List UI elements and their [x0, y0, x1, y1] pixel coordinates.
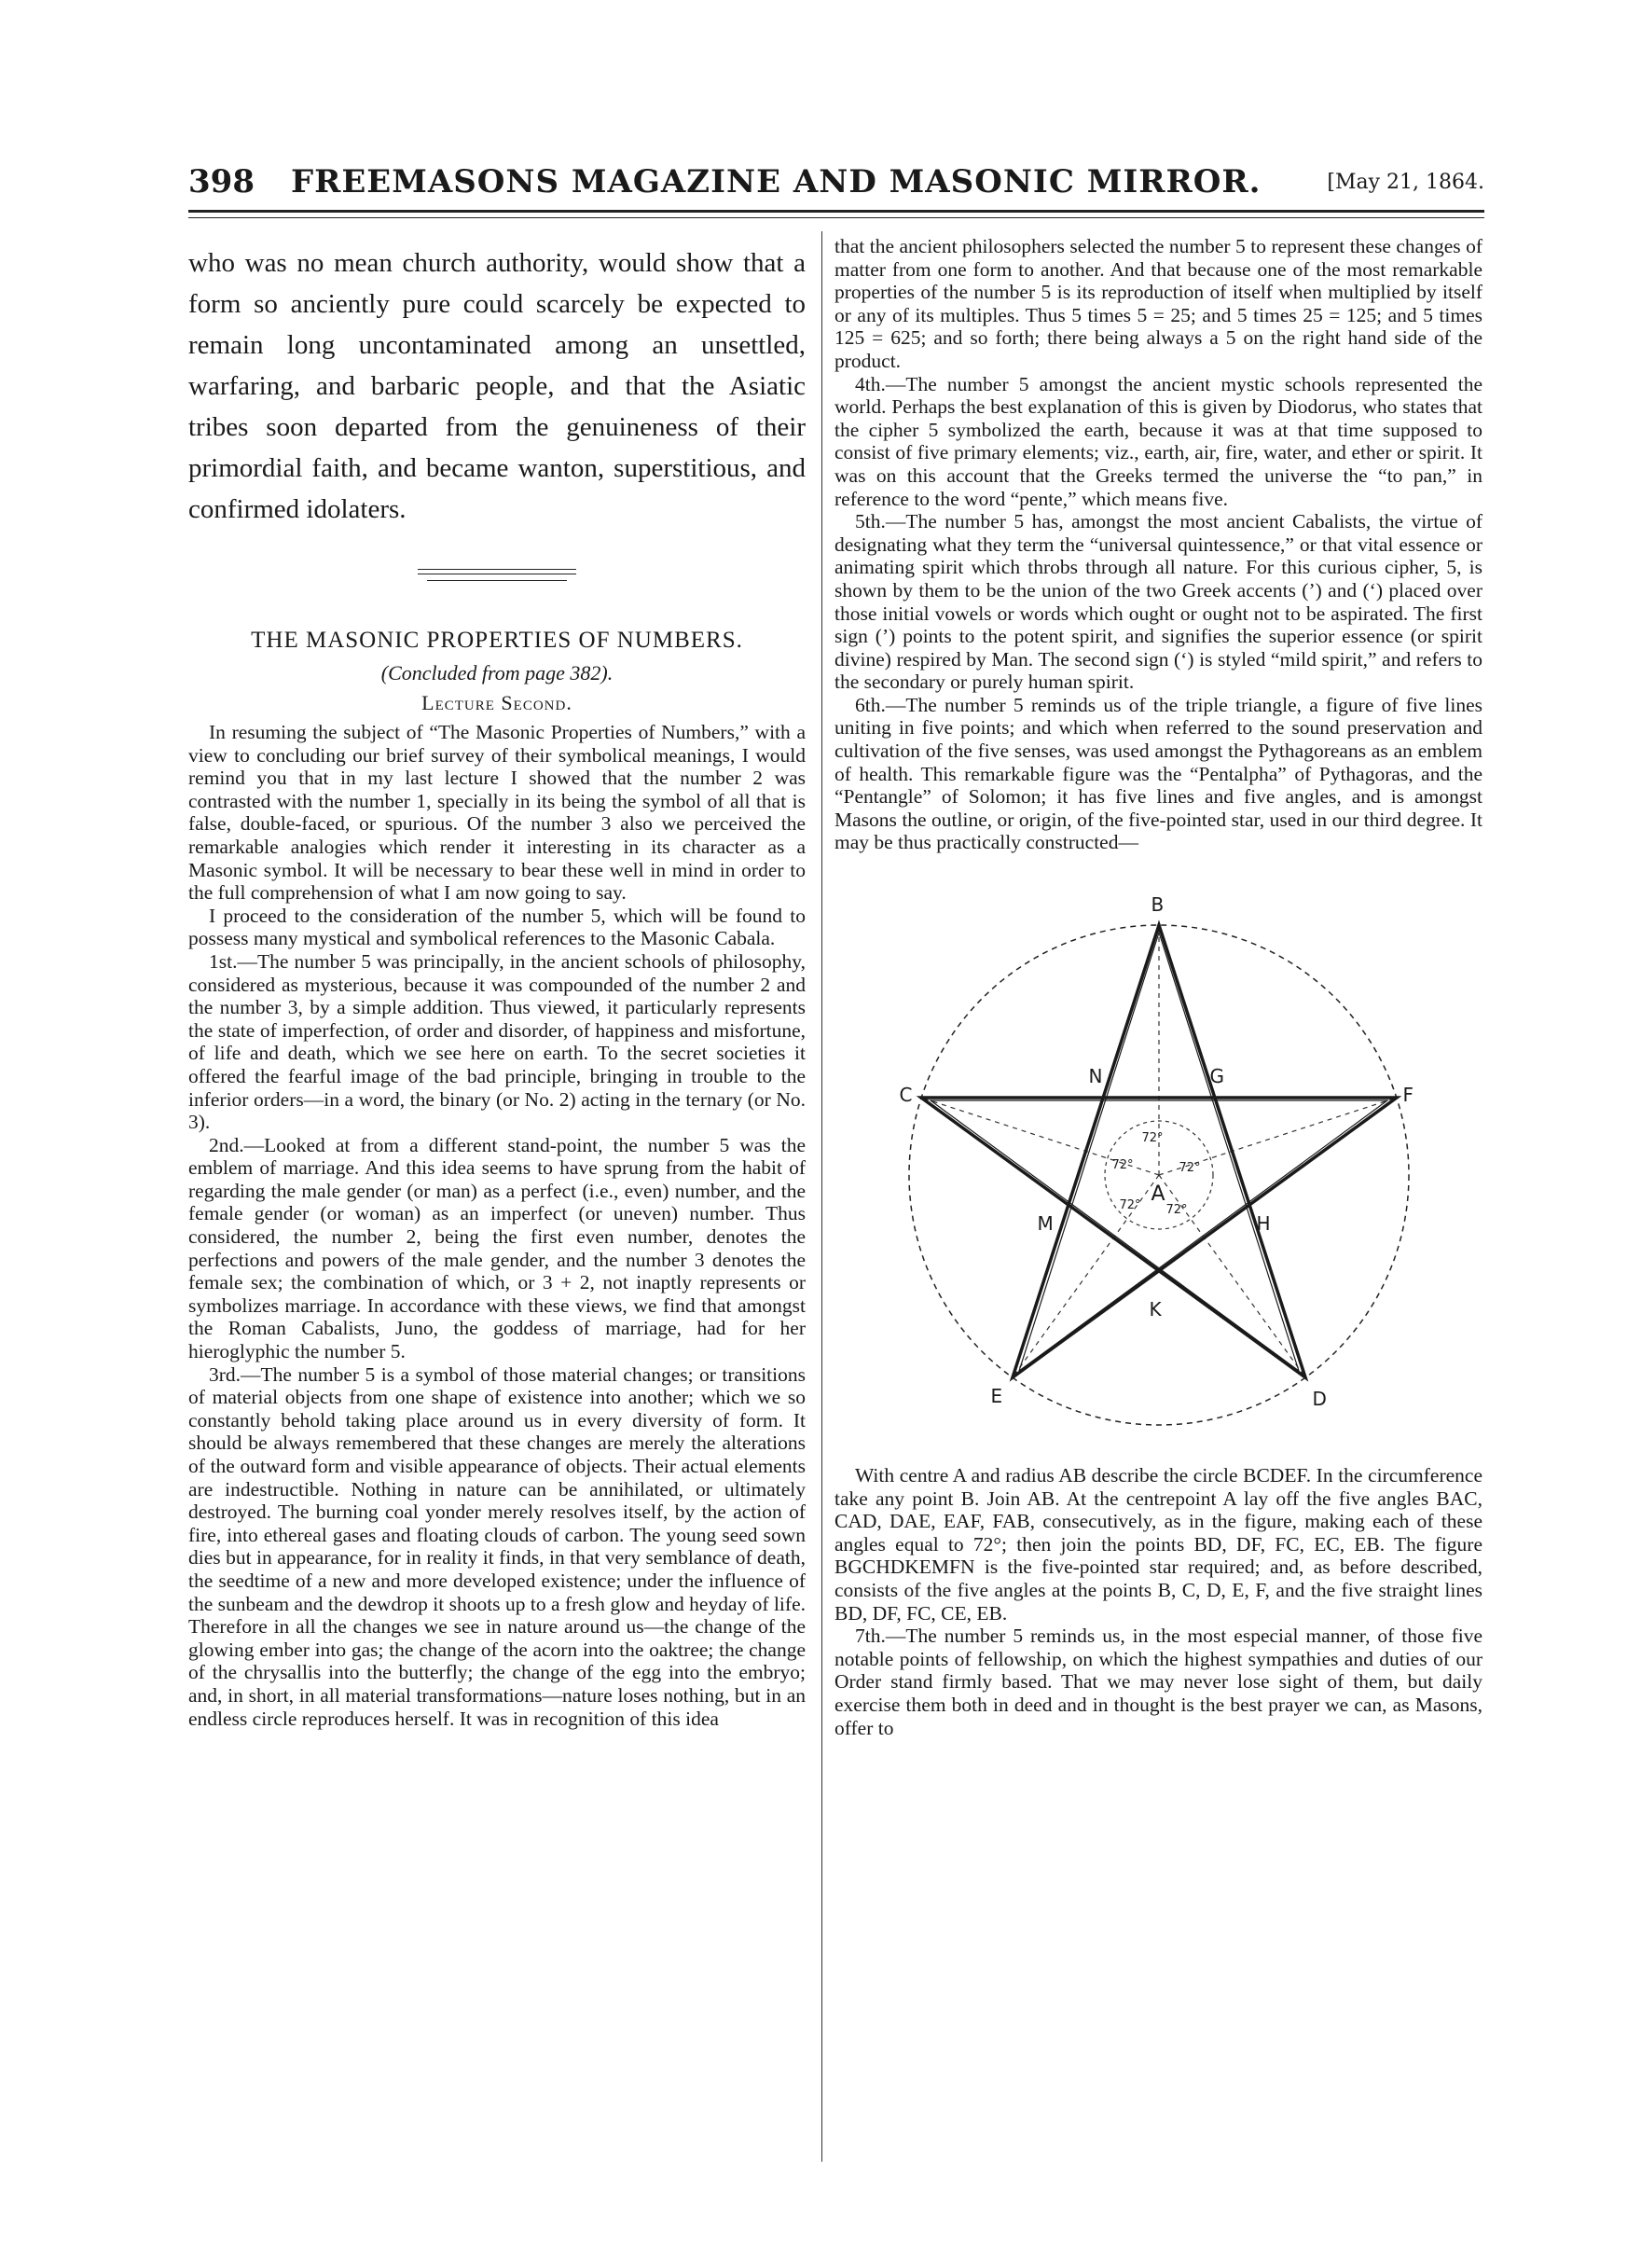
article-title: THE MASONIC PROPERTIES OF NUMBERS.: [251, 628, 743, 653]
label-a: A: [1151, 1182, 1165, 1207]
body-paragraph: 7th.—The number 5 reminds us, in the most especial manner, of those five notable points of fellowship, on which the highest sympathies and duties of our Order stand firmly based. That we may never lose sight of them, but daily exercise them both in deed and in thought is the best prayer we can, as Masons, offer to: [834, 1625, 1482, 1739]
body-paragraph: 3rd.—The number 5 is a symbol of those material changes; or transitions of material objects from one shape of existence into another; which we so constantly behold taking place around us in every diversity of form. It should be always remembered that these changes are merely the alterations of the outward form and visible appearance of objects. Their actual elements are indestructible. Nothing in nature can be annihilated, or ultimately destroyed. The burning coal yonder merely resolves itself, by the action of fire, into ethereal gases and floating clouds of carbon. The young seed sown dies but in appearance, for in reality it finds, in that very semblance of death, the seedtime of a new and more developed existence; under the influence of the sunbeam and the dewdrop it shoots up to a fresh glow and heyday of life. Therefore in all the changes we see in nature around us—the change of the glowing ember into gas; the change of the acorn into the oaktree; the change of the chrysallis into the butterfly; the change of the egg into the embryo; and, in short, in all material transformations—nature loses nothing, but in an endless circle reproduces herself. It was in recognition of this idea: [188, 1362, 806, 1730]
section-separator-thin: [427, 580, 567, 581]
section-separator: [418, 569, 576, 574]
header-rule-thin: [188, 217, 1484, 218]
body-paragraph: 1st.—The number 5 was principally, in the ancient schools of philosophy, considered as mysterious, because it was compounded of the number 2 and the number 3, by a simple addition. Thus viewed, it particularly represents the state of imperfection, of order and disorder, of happiness and misfortune, of life and death, which we see here on earth. To the secret societies it offered the fearful image of the bad principle, bringing in trouble to the inferior orders—in a word, the binary (or No. 2) acting in the ternary (or No. 3).: [188, 949, 806, 1134]
body-paragraph: With centre A and radius AB describe the circle BCDEF. In the circumference take any point B. Join AB. At the centrepoint A lay off the five angles BAC, CAD, DAE, EAF, FAB, consecutively, as in the figure, making each of these angles equal to 72°; then join the points BD, DF, FC, EC, EB. The figure BGCHDKEMFN is the five-pointed star required; and, as before described, consists of the five angles at the points B, C, D, E, F, and the five straight lines BD, DF, FC, CE, EB.: [834, 1464, 1482, 1625]
label-g: G: [1209, 1065, 1224, 1088]
label-n: N: [1088, 1065, 1103, 1088]
label-e: E: [990, 1385, 1003, 1408]
left-column: [188, 235, 806, 1730]
body-paragraph: 5th.—The number 5 has, amongst the most ancient Cabalists, the virtue of designating what they term the “universal quintessence,” or that vital essence or animating spirit which throbs through all nature. For this curious cipher, 5, is shown by them to be the union of the two Greek accents (’) and (‘) placed over those initial vowels or words which ought or ought not to be aspirated. The first sign (’) points to the potent spirit, and signifies the superior essence (or spirit divine) respired by Man. The second sign (‘) is styled “mild spirit,” and refers to the secondary or purely human spirit.: [834, 510, 1482, 694]
page-number: 398: [188, 163, 255, 201]
body-paragraph: 4th.—The number 5 amongst the ancient mystic schools represented the world. Perhaps the best explanation of this is given by Diodorus, who states that the cipher 5 symbolized the earth, because it was at that time supposed to consist of five primary elements; viz., earth, air, fire, water, and ether or spirit. It was on this account that the Greeks termed the universe the “to pan,” in reference to the word “pente,” which means five.: [834, 372, 1482, 510]
header-rule-thick: [188, 210, 1484, 213]
angle-label: 72°: [1179, 1161, 1201, 1176]
body-paragraph: 2nd.—Looked at from a different stand-point, the number 5 was the emblem of marriage. And this idea seems to have sprung from the habit of regarding the male gender (or man) as a perfect (i.e., even) number, and the female gender (or woman) as an imperfect (or uneven) number. Thus considered, the number 2, being the first even number, denotes the perfections and powers of the male gender, and the number 3 denotes the female sex; the combination of which, or 3 + 2, not inaptly represents or symbolizes marriage. In accordance with these views, we find that amongst the Roman Cabalists, Juno, the goddess of marriage, had for her hieroglyphic the number 5.: [188, 1133, 806, 1363]
lecture-heading: Lecture Second.: [421, 691, 572, 714]
label-k: K: [1149, 1298, 1162, 1321]
magazine-title: FREEMASONS MAGAZINE AND MASONIC MIRROR.: [291, 163, 1262, 201]
angle-label: 72°: [1119, 1198, 1141, 1213]
label-b: B: [1151, 893, 1165, 917]
body-paragraph: 6th.—The number 5 reminds us of the triple triangle, a figure of five lines uniting in five points; and which when referred to the sound preservation and cultivation of the five senses, was used amongst the Pythagoreans as an emblem of health. This remarkable figure was the “Pentalpha” of Pythagoras, and the “Pentangle” of Solomon; it has five lines and five angles, and is amongst Masons the outline, or origin, of the five-pointed star, used in our third degree. It may be thus practically constructed—: [834, 693, 1482, 854]
body-paragraph: that the ancient philosophers selected the number 5 to represent these changes of matter from one form to another. And that because one of the most remarkable properties of the number 5 is its reproduction of itself when multiplied by itself or any of its multiples. Thus 5 times 5 = 25; and 5 times 25 = 125; and 5 times 125 = 625; and so forth; there being always a 5 on the right hand side of the product.: [834, 235, 1482, 372]
label-d: D: [1312, 1388, 1327, 1411]
pentalpha-diagram: [898, 867, 1420, 1455]
continued-paragraph: who was no mean church authority, would show that a form so anciently pure could scarcely be expected to remain long uncontaminated among an unsettled, warfaring, and barbaric people, and that the Asiatic tribes soon departed from the genuineness of their primordial faith, and became wanton, superstitious, and confirmed idolaters.: [188, 248, 806, 524]
body-paragraph: I proceed to the consideration of the number 5, which will be found to possess many mystical and symbolical references to the Masonic Cabala.: [188, 904, 806, 950]
angle-label: 72°: [1111, 1158, 1134, 1173]
pentalpha-figure: [898, 867, 1420, 1455]
angle-label: 72°: [1165, 1203, 1188, 1218]
column-divider: [821, 231, 822, 2162]
label-f: F: [1402, 1084, 1414, 1107]
angle-label: 72°: [1141, 1131, 1164, 1146]
article-subtitle: (Concluded from page 382).: [380, 661, 614, 685]
label-c: C: [899, 1084, 913, 1107]
issue-date: [May 21, 1864.: [1327, 171, 1484, 194]
right-column: [834, 235, 1482, 1739]
body-paragraph: In resuming the subject of “The Masonic Properties of Numbers,” with a view to concluding our brief survey of their symbolical meanings, I would remind you that in my last lecture I showed that the number 2 was contrasted with the number 1, specially in its being the symbol of all that is false, double-faced, or spurious. Of the number 3 also we perceived the remarkable analogies which render it interesting in its character as a Masonic symbol. It will be necessary to bear these well in mind in order to the full comprehension of what I am now going to say.: [188, 721, 806, 905]
label-m: M: [1037, 1212, 1054, 1236]
label-h: H: [1256, 1212, 1271, 1236]
running-header: [188, 163, 1484, 215]
